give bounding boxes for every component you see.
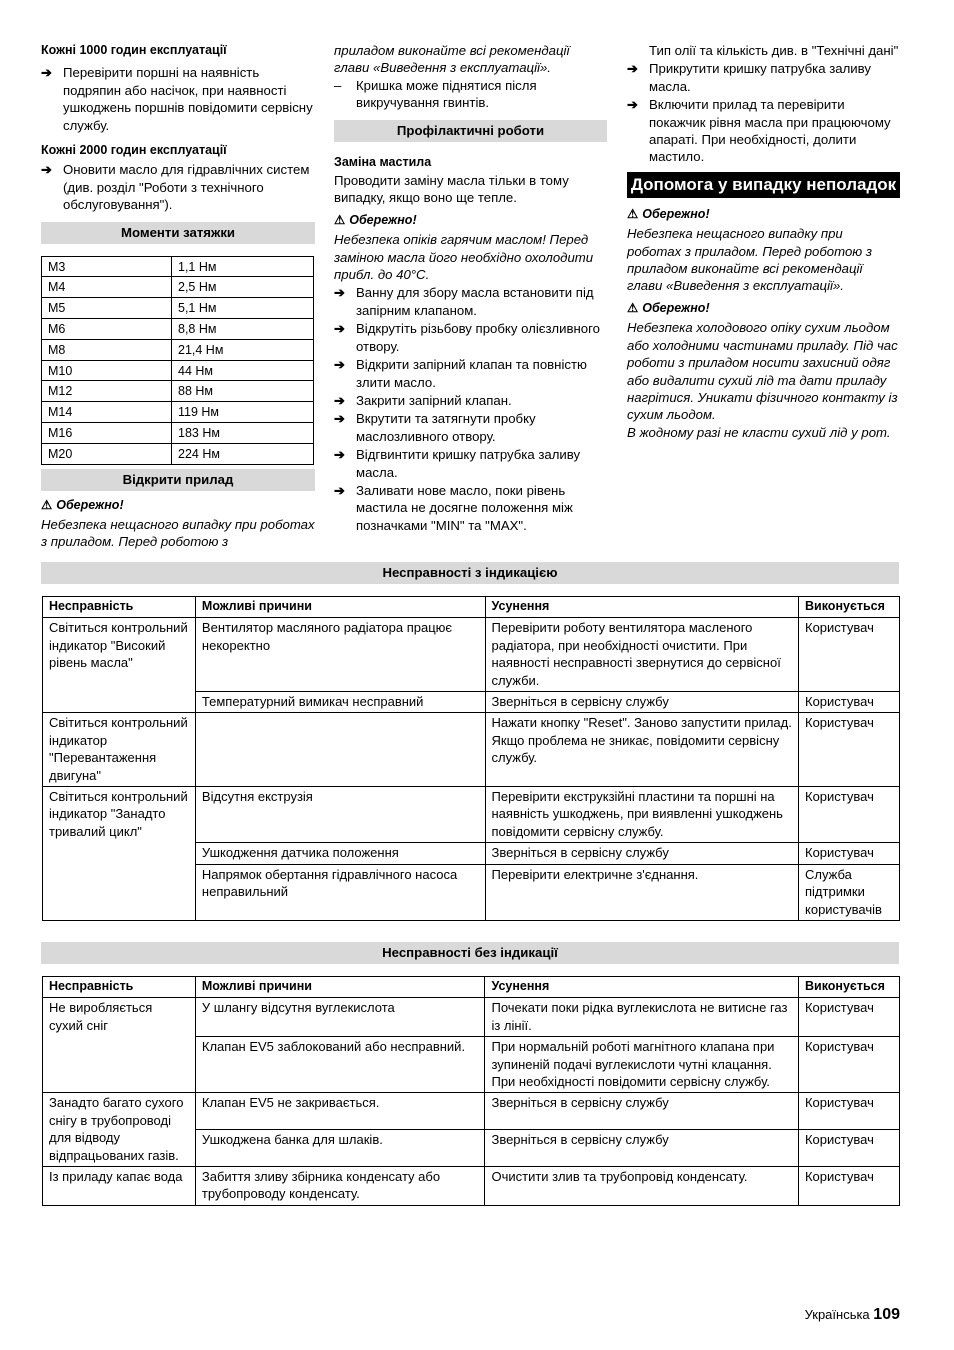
- column-3: [627, 42, 900, 441]
- remedy-cell: Зверніться в сервісну службу: [485, 692, 799, 713]
- cause-cell: Ушкоджена банка для шлаків.: [195, 1130, 485, 1167]
- cause-cell: Напрямок обертання гідравлічного насоса неправильний: [195, 864, 485, 920]
- thread-size-cell: M6: [42, 319, 172, 340]
- list-item: ➔ Закрити запірний клапан.: [334, 392, 512, 408]
- remedy-cell: Зверніться в сервісну службу: [485, 843, 799, 864]
- arrow-right-icon: ➔: [627, 97, 639, 113]
- table-row: [42, 381, 314, 402]
- table-row: [43, 787, 900, 843]
- table-row: [42, 339, 314, 360]
- table-row: [43, 1093, 900, 1130]
- warning-triangle-icon: ⚠: [627, 300, 639, 315]
- table-header-row: [43, 977, 900, 998]
- arrow-right-icon: ➔: [41, 162, 53, 178]
- thread-size-cell: M12: [42, 381, 172, 402]
- torque-table: [41, 256, 314, 465]
- column-header: Виконується: [798, 977, 899, 998]
- thread-size-cell: M3: [42, 256, 172, 277]
- warning-text: В жодному разі не класти сухий лід у рот.: [627, 424, 891, 440]
- remedy-cell: Перевірити екструкзійні пластини та поршні на наявність ушкоджень, при виявленні ушкоджень повідомити сервісну службу.: [485, 787, 799, 843]
- dash-icon: –: [334, 77, 342, 93]
- cause-cell: Ушкодження датчика положення: [195, 843, 485, 864]
- warning-label: ⚠ Обережно!: [41, 497, 124, 512]
- warning-triangle-icon: ⚠: [41, 497, 53, 512]
- torque-value-cell: 88 Нм: [172, 381, 314, 402]
- oil-refill-steps: [627, 60, 900, 165]
- thread-size-cell: M16: [42, 423, 172, 444]
- faults-without-indication-table: [42, 976, 900, 1206]
- performed-by-cell: Користувач: [798, 1167, 899, 1206]
- list-item: ➔ Прикрутити кришку патрубка заливу масла.: [627, 61, 871, 94]
- warning-text: Небезпека холодового опіку сухим льодом або холодними частинами приладу. Під час роботи з приладом носити захисний одяг або видалити сухий лід та дати приладу нагрітися. Уникати фізичного контакту із сухим льодом.: [627, 320, 898, 423]
- section-title-troubleshooting: Допомога у випадку неполадок: [627, 172, 900, 198]
- section-title-faults-without-indication: Несправності без індикації: [41, 942, 899, 964]
- remedy-cell: Перевірити роботу вентилятора масленого радіатора, при необхідності очистити. При наявності несправності звернутися до сервісної служби.: [485, 618, 799, 692]
- table-row: [42, 443, 314, 464]
- column-header: Можливі причини: [195, 977, 485, 998]
- thread-size-cell: M4: [42, 277, 172, 298]
- heading-2000-hours: Кожні 2000 годин експлуатації: [41, 143, 227, 158]
- table-header-row: [43, 597, 900, 618]
- warning-triangle-icon: ⚠: [627, 206, 639, 221]
- torque-value-cell: 44 Нм: [172, 360, 314, 381]
- list-item: ➔ Відкрутіть різьбову пробку олієзливного отвору.: [334, 321, 600, 354]
- heading-oil-change: Заміна мастила: [334, 154, 432, 169]
- performed-by-cell: Користувач: [798, 998, 899, 1037]
- thread-size-cell: M20: [42, 443, 172, 464]
- oil-type-note: Тип олії та кількість див. в "Технічні дані": [649, 43, 899, 58]
- remedy-cell: При нормальній роботі магнітного клапана при зупиненій подачі вуглекислоти чутні клацання. При необхідності повідомити сервісну службу.: [485, 1037, 799, 1093]
- table-row: [42, 319, 314, 340]
- page-footer: [805, 1306, 900, 1323]
- list-item: – Кришка може піднятися після викручування гвинтів.: [334, 77, 537, 111]
- torque-value-cell: 2,5 Нм: [172, 277, 314, 298]
- arrow-right-icon: ➔: [334, 482, 346, 498]
- faults-with-indication-table: [42, 596, 900, 921]
- cause-cell: Клапан EV5 не закривається.: [195, 1093, 485, 1130]
- performed-by-cell: Користувач: [799, 787, 900, 843]
- cause-cell: Вентилятор масляного радіатора працює некоректно: [195, 618, 485, 692]
- table-row: [43, 1167, 900, 1206]
- fault-cell: Занадто багато сухого снігу в трубопроводі для відводу відпрацьованих газів.: [43, 1093, 196, 1167]
- list-item: ➔ Оновити масло для гідравлічних систем (див. розділ "Роботи з технічного обслуговування").: [41, 162, 310, 213]
- arrow-right-icon: ➔: [627, 61, 639, 77]
- list-item: ➔ Ванну для збору масла встановити під запірним клапаном.: [334, 285, 594, 318]
- column-header: Можливі причини: [195, 597, 485, 618]
- torque-value-cell: 183 Нм: [172, 423, 314, 444]
- oil-change-text: Проводити заміну масла тільки в тому випадку, якщо воно ще тепле.: [334, 173, 569, 206]
- cause-cell: [195, 713, 485, 787]
- torque-value-cell: 21,4 Нм: [172, 339, 314, 360]
- list-item: ➔ Перевірити поршні на наявність подряпин або насічок, при наявності ушкоджень поршнів повідомити сервісну службу.: [41, 65, 313, 133]
- fault-cell: Світиться контрольний індикатор "Високий рівень масла": [43, 618, 196, 713]
- arrow-right-icon: ➔: [41, 65, 53, 81]
- warning-text: Небезпека опіків гарячим маслом! Перед заміною масла його необхідно охолодити прибл. до 40°C.: [334, 232, 594, 283]
- heading-1000-hours: Кожні 1000 годин експлуатації: [41, 43, 227, 57]
- list-item: ➔ Включити прилад та перевірити покажчик рівня масла при працюючому апараті. При необхідності, долити мастило.: [627, 97, 891, 165]
- fault-cell: Із приладу капає вода: [43, 1167, 196, 1206]
- column-header: Усунення: [485, 977, 799, 998]
- column-2: [334, 42, 607, 534]
- arrow-right-icon: ➔: [334, 392, 346, 408]
- performed-by-cell: Користувач: [798, 1093, 899, 1130]
- column-1: [41, 42, 315, 551]
- cause-cell: Клапан EV5 заблокований або несправний.: [195, 1037, 485, 1093]
- warning-label: ⚠ Обережно!: [627, 300, 710, 315]
- torque-value-cell: 119 Нм: [172, 402, 314, 423]
- table-row: [42, 256, 314, 277]
- torque-value-cell: 224 Нм: [172, 443, 314, 464]
- table-row: [42, 298, 314, 319]
- thread-size-cell: M8: [42, 339, 172, 360]
- thread-size-cell: M14: [42, 402, 172, 423]
- torque-value-cell: 5,1 Нм: [172, 298, 314, 319]
- table-row: [43, 618, 900, 692]
- performed-by-cell: Користувач: [799, 713, 900, 787]
- remedy-cell: Зверніться в сервісну службу: [485, 1093, 799, 1130]
- arrow-right-icon: ➔: [334, 285, 346, 301]
- thread-size-cell: M10: [42, 360, 172, 381]
- column-header: Виконується: [799, 597, 900, 618]
- performed-by-cell: Користувач: [798, 1130, 899, 1167]
- table-row: [43, 713, 900, 787]
- remedy-cell: Перевірити електричне з'єднання.: [485, 864, 799, 920]
- list-item: ➔ Відкрити запірний клапан та повністю злити масло.: [334, 357, 587, 390]
- warning-label: ⚠ Обережно!: [627, 206, 710, 221]
- table-row: [42, 277, 314, 298]
- cause-cell: Забиття зливу збірника конденсату або трубопроводу конденсату.: [195, 1167, 485, 1206]
- remedy-cell: Очистити злив та трубопровід конденсату.: [485, 1167, 799, 1206]
- arrow-right-icon: ➔: [334, 411, 346, 427]
- list-item: ➔ Заливати нове масло, поки рівень мастила не досягне положення між позначками "MIN" та "MAX".: [334, 482, 573, 533]
- warning-triangle-icon: ⚠: [334, 212, 346, 227]
- section-title-open-device: Відкрити прилад: [41, 469, 315, 491]
- arrow-right-icon: ➔: [334, 357, 346, 373]
- cause-cell: Температурний вимикач несправний: [195, 692, 485, 713]
- section-title-maintenance: Профілактичні роботи: [334, 120, 607, 142]
- column-header: Усунення: [485, 597, 799, 618]
- warning-text: Небезпека нещасного випадку при роботах з приладом. Перед роботою з приладом виконайте всі рекомендації глави «Виведення з експлуатації».: [627, 226, 872, 294]
- thread-size-cell: M5: [42, 298, 172, 319]
- performed-by-cell: Служба підтримки користувачів: [799, 864, 900, 920]
- remedy-cell: Зверніться в сервісну службу: [485, 1130, 799, 1167]
- arrow-right-icon: ➔: [334, 447, 346, 463]
- cause-cell: У шлангу відсутня вуглекислота: [195, 998, 485, 1037]
- warning-label: ⚠ Обережно!: [334, 212, 417, 227]
- remedy-cell: Нажати кнопку "Reset". Заново запустити прилад. Якщо проблема не зникає, повідомити сервісну службу.: [485, 713, 799, 787]
- column-header: Несправність: [43, 977, 196, 998]
- warning-text-continued: приладом виконайте всі рекомендації глави «Виведення з експлуатації».: [334, 43, 570, 76]
- performed-by-cell: Користувач: [799, 618, 900, 692]
- list-item: ➔ Вкрутити та затягнути пробку маслозливного отвору.: [334, 411, 536, 444]
- footer-language: Українська: [804, 1307, 870, 1322]
- performed-by-cell: Користувач: [798, 1037, 899, 1093]
- fault-cell: Світиться контрольний індикатор "Занадто тривалий цикл": [43, 787, 196, 921]
- section-title-torque: Моменти затяжки: [41, 222, 315, 244]
- remedy-cell: Почекати поки рідка вуглекислота не витисне газ із лінії.: [485, 998, 799, 1037]
- performed-by-cell: Користувач: [799, 692, 900, 713]
- fault-cell: Не виробляється сухий сніг: [43, 998, 196, 1093]
- page-number: 109: [873, 1306, 900, 1323]
- column-header: Несправність: [43, 597, 196, 618]
- arrow-right-icon: ➔: [334, 321, 346, 337]
- oil-change-steps: [334, 284, 607, 534]
- warning-text: Небезпека нещасного випадку при роботах з приладом. Перед роботою з: [41, 517, 315, 550]
- torque-value-cell: 8,8 Нм: [172, 319, 314, 340]
- section-title-faults-with-indication: Несправності з індикацією: [41, 562, 899, 584]
- table-row: [42, 360, 314, 381]
- cause-cell: Відсутня екструзія: [195, 787, 485, 843]
- list-item: ➔ Відгвинтити кришку патрубка заливу масла.: [334, 447, 581, 480]
- fault-cell: Світиться контрольний індикатор "Перевантаження двигуна": [43, 713, 196, 787]
- table-row: [42, 423, 314, 444]
- performed-by-cell: Користувач: [799, 843, 900, 864]
- table-row: [42, 402, 314, 423]
- table-row: [43, 998, 900, 1037]
- torque-value-cell: 1,1 Нм: [172, 256, 314, 277]
